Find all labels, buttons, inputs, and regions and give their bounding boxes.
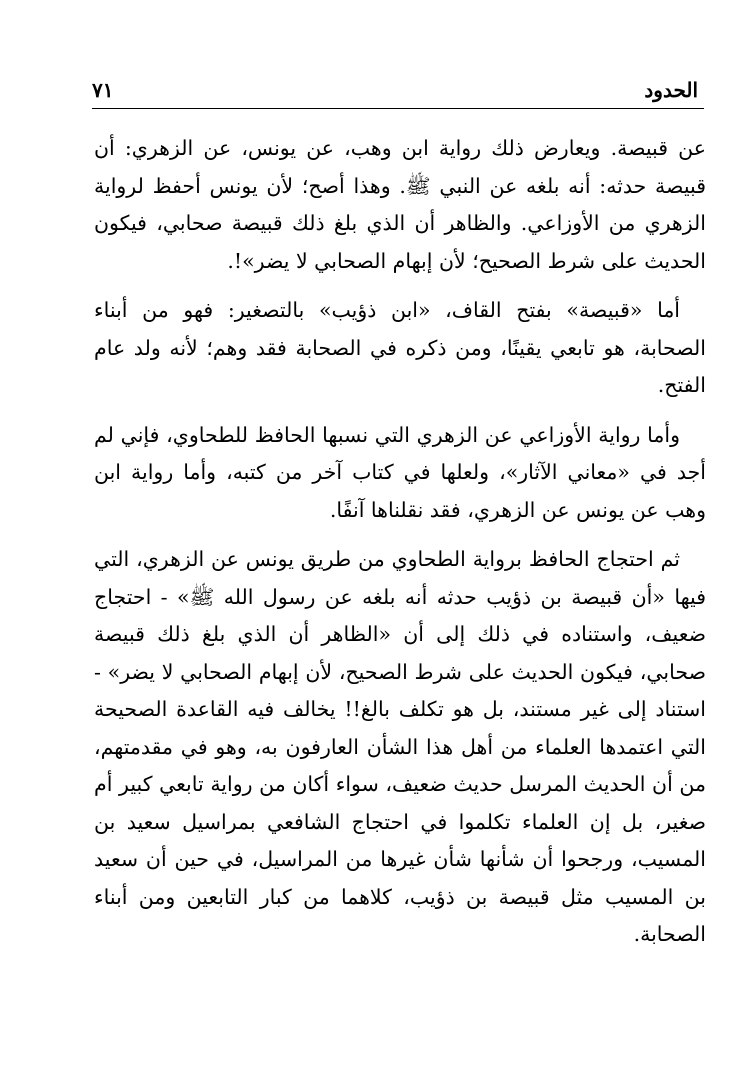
page-number: ٧١ (92, 78, 114, 102)
paragraph: أما «قبيصة» بفتح القاف، «ابن ذؤيب» بالتصغير: فهو من أبناء الصحابة، هو تابعي يقينًا، ومن ذكره في الصحابة فقد وهم؛ لأنه ولد عام الفتح. (94, 298, 706, 397)
body-text (94, 130, 706, 954)
running-header (92, 72, 698, 106)
paragraph: ثم احتجاج الحافظ برواية الطحاوي من طريق يونس عن الزهري، التي فيها «أن قبيصة بن ذؤيب حدثه أنه بلغه عن رسول الله ﷺ» - احتجاج ضعيف، واستناده في ذلك إلى أن «الظاهر أن الذي بلغ ذلك قبيصة صحابي، فيكون الحديث على شرط الصحيح، لأن إبهام الصحابي لا يضر» - استناد إلى غير مستند، بل هو تكلف بالغ!! يخالف فيه القاعدة الصحيحة التي اعتمدها العلماء من أهل هذا الشأن العارفون به، وهو في مقدمتهم، من أن الحديث المرسل حديث ضعيف، سواء أكان من رواية تابعي كبير أم صغير، بل إن العلماء تكلموا في احتجاج الشافعي بمراسيل سعيد بن المسيب، ورجحوا أن شأنها شأن غيرها من المراسيل، في حين أن سعيد بن المسيب مثل قبيصة بن ذؤيب، كلاهما من كبار التابعين ومن أبناء الصحابة. (94, 547, 706, 946)
header-divider (92, 108, 704, 109)
chapter-title: الحدود (644, 78, 698, 102)
paragraph: عن قبيصة. ويعارض ذلك رواية ابن وهب، عن يونس، عن الزهري: أن قبيصة حدثه: أنه بلغه عن النبي ﷺ. وهذا أصح؛ لأن يونس أحفظ لرواية الزهري من الأوزاعي. والظاهر أن الذي بلغ ذلك قبيصة صحابي، فيكون الحديث على شرط الصحيح؛ لأن إبهام الصحابي لا يضر»!. (94, 136, 706, 273)
paragraph: وأما رواية الأوزاعي عن الزهري التي نسبها الحافظ للطحاوي، فإني لم أجد في «معاني الآثار»، ولعلها في كتاب آخر من كتبه، وأما رواية ابن وهب عن يونس عن الزهري، فقد نقلناها آنفًا. (94, 422, 706, 522)
